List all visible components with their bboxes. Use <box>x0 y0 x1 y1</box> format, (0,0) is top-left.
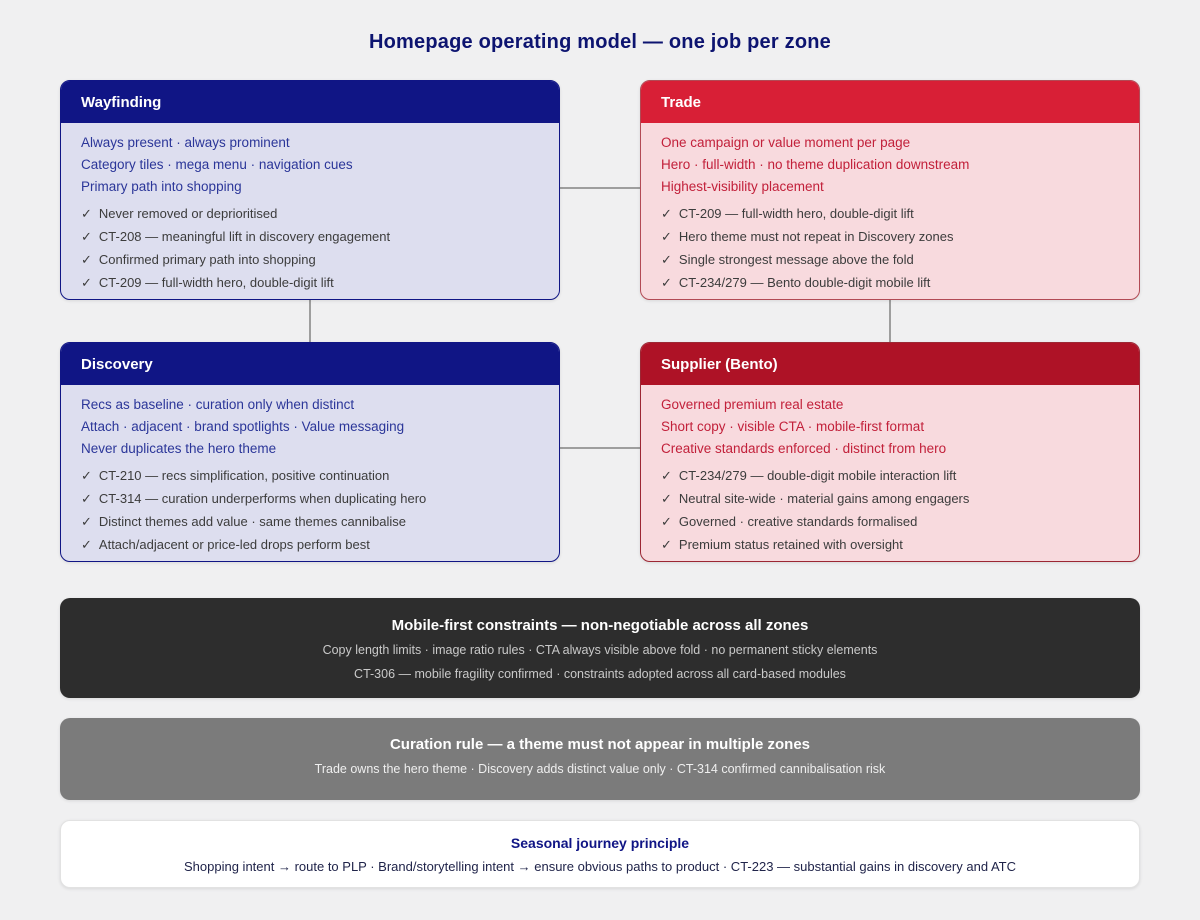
check-line <box>661 487 1119 510</box>
check-icon: ✓ <box>81 206 92 221</box>
card-discovery-title: Discovery <box>81 355 153 373</box>
principle-line: Primary path into shopping <box>81 179 242 194</box>
check-icon: ✓ <box>661 206 672 221</box>
card-supplier-bento-body <box>641 385 1139 562</box>
check-line <box>661 202 1119 225</box>
check-icon: ✓ <box>661 514 672 529</box>
check-text: CT-234/279 — double-digit mobile interaction lift <box>678 468 957 483</box>
connector-wayfinding-trade <box>560 187 640 189</box>
banner-line: Copy length limits · image ratio rules · CTA always visible above fold · no permanent sticky elements <box>322 643 878 657</box>
check-line <box>661 464 1119 487</box>
check-list <box>81 202 539 294</box>
check-icon: ✓ <box>661 229 672 244</box>
check-line <box>661 510 1119 533</box>
check-line <box>81 225 539 248</box>
check-text: CT-210 — recs simplification, positive continuation <box>98 468 390 483</box>
check-icon: ✓ <box>81 275 92 290</box>
check-line <box>81 533 539 556</box>
principle-line: Hero · full-width · no theme duplication downstream <box>661 157 970 172</box>
check-text: Premium status retained with oversight <box>678 537 903 552</box>
card-wayfinding-title: Wayfinding <box>81 93 162 111</box>
card-discovery-header <box>61 343 559 385</box>
principle-line: Always present · always prominent <box>81 135 290 150</box>
check-text: Distinct themes add value · same themes cannibalise <box>98 514 406 529</box>
check-text: CT-314 — curation underperforms when duplicating hero <box>98 491 427 506</box>
banner-title: Seasonal journey principle <box>510 835 690 851</box>
principle-line: Short copy · visible CTA · mobile-first format <box>661 419 925 434</box>
check-text: CT-209 — full-width hero, double-digit lift <box>678 206 914 221</box>
check-line <box>81 248 539 271</box>
banner-line: Trade owns the hero theme · Discovery adds distinct value only · CT-314 confirmed cannibalisation risk <box>314 762 886 776</box>
check-icon: ✓ <box>661 468 672 483</box>
check-line <box>661 533 1119 556</box>
principle-line: Never duplicates the hero theme <box>81 441 277 456</box>
connector-discovery-supplier <box>560 447 640 449</box>
check-line <box>81 510 539 533</box>
check-list <box>661 202 1119 294</box>
check-icon: ✓ <box>81 491 92 506</box>
card-trade-header <box>641 81 1139 123</box>
card-trade-title: Trade <box>661 93 702 111</box>
card-wayfinding <box>60 80 560 300</box>
banner-line: Shopping intent → route to PLP · Brand/storytelling intent → ensure obvious paths to product · CT-223 — substantial gains in discovery and ATC <box>184 859 1016 874</box>
check-text: Never removed or deprioritised <box>98 206 278 221</box>
principle-line: Attach · adjacent · brand spotlights · Value messaging <box>81 419 405 434</box>
check-line <box>661 225 1119 248</box>
principle-line: Highest-visibility placement <box>661 179 824 194</box>
card-trade-body <box>641 123 1139 300</box>
banner-mobile-first-constraints <box>60 598 1140 698</box>
banner-curation-rule <box>60 718 1140 800</box>
card-discovery <box>60 342 560 562</box>
check-icon: ✓ <box>81 514 92 529</box>
check-text: Single strongest message above the fold <box>678 252 914 267</box>
principle-line: Category tiles · mega menu · navigation cues <box>81 157 353 172</box>
check-list <box>661 464 1119 556</box>
card-supplier-bento-title: Supplier (Bento) <box>661 355 778 373</box>
principle-line: One campaign or value moment per page <box>661 135 911 150</box>
check-line <box>661 271 1119 294</box>
check-icon: ✓ <box>81 229 92 244</box>
check-icon: ✓ <box>81 252 92 267</box>
card-supplier-bento-header <box>641 343 1139 385</box>
banner-title: Mobile-first constraints — non-negotiable across all zones <box>391 617 809 634</box>
check-icon: ✓ <box>661 537 672 552</box>
principle-line: Recs as baseline · curation only when distinct <box>81 397 355 412</box>
card-trade <box>640 80 1140 300</box>
check-line <box>81 202 539 225</box>
check-text: CT-234/279 — Bento double-digit mobile lift <box>678 275 931 290</box>
connector-trade-supplier <box>889 300 891 342</box>
check-icon: ✓ <box>81 537 92 552</box>
page-title: Homepage operating model — one job per zone <box>369 31 831 53</box>
check-text: Confirmed primary path into shopping <box>98 252 316 267</box>
check-text: CT-208 — meaningful lift in discovery engagement <box>98 229 391 244</box>
card-wayfinding-body <box>61 123 559 300</box>
card-supplier-bento <box>640 342 1140 562</box>
check-text: Attach/adjacent or price-led drops perform best <box>98 537 370 552</box>
check-icon: ✓ <box>661 252 672 267</box>
check-icon: ✓ <box>81 468 92 483</box>
banner-line: CT-306 — mobile fragility confirmed · constraints adopted across all card-based modules <box>354 667 846 681</box>
principle-line: Creative standards enforced · distinct from hero <box>661 441 947 456</box>
check-list <box>81 464 539 556</box>
check-icon: ✓ <box>661 491 672 506</box>
check-icon: ✓ <box>661 275 672 290</box>
banner-title: Curation rule — a theme must not appear in multiple zones <box>389 736 811 753</box>
banner-seasonal-journey-principle <box>60 820 1140 888</box>
card-discovery-body <box>61 385 559 562</box>
check-line <box>81 464 539 487</box>
check-line <box>661 248 1119 271</box>
check-text: Hero theme must not repeat in Discovery zones <box>678 229 954 244</box>
principle-line: Governed premium real estate <box>661 397 844 412</box>
check-text: CT-209 — full-width hero, double-digit lift <box>98 275 334 290</box>
check-text: Governed · creative standards formalised <box>678 514 918 529</box>
check-text: Neutral site-wide · material gains among engagers <box>678 491 970 506</box>
check-line <box>81 271 539 294</box>
check-line <box>81 487 539 510</box>
card-wayfinding-header <box>61 81 559 123</box>
connector-wayfinding-discovery <box>309 300 311 342</box>
